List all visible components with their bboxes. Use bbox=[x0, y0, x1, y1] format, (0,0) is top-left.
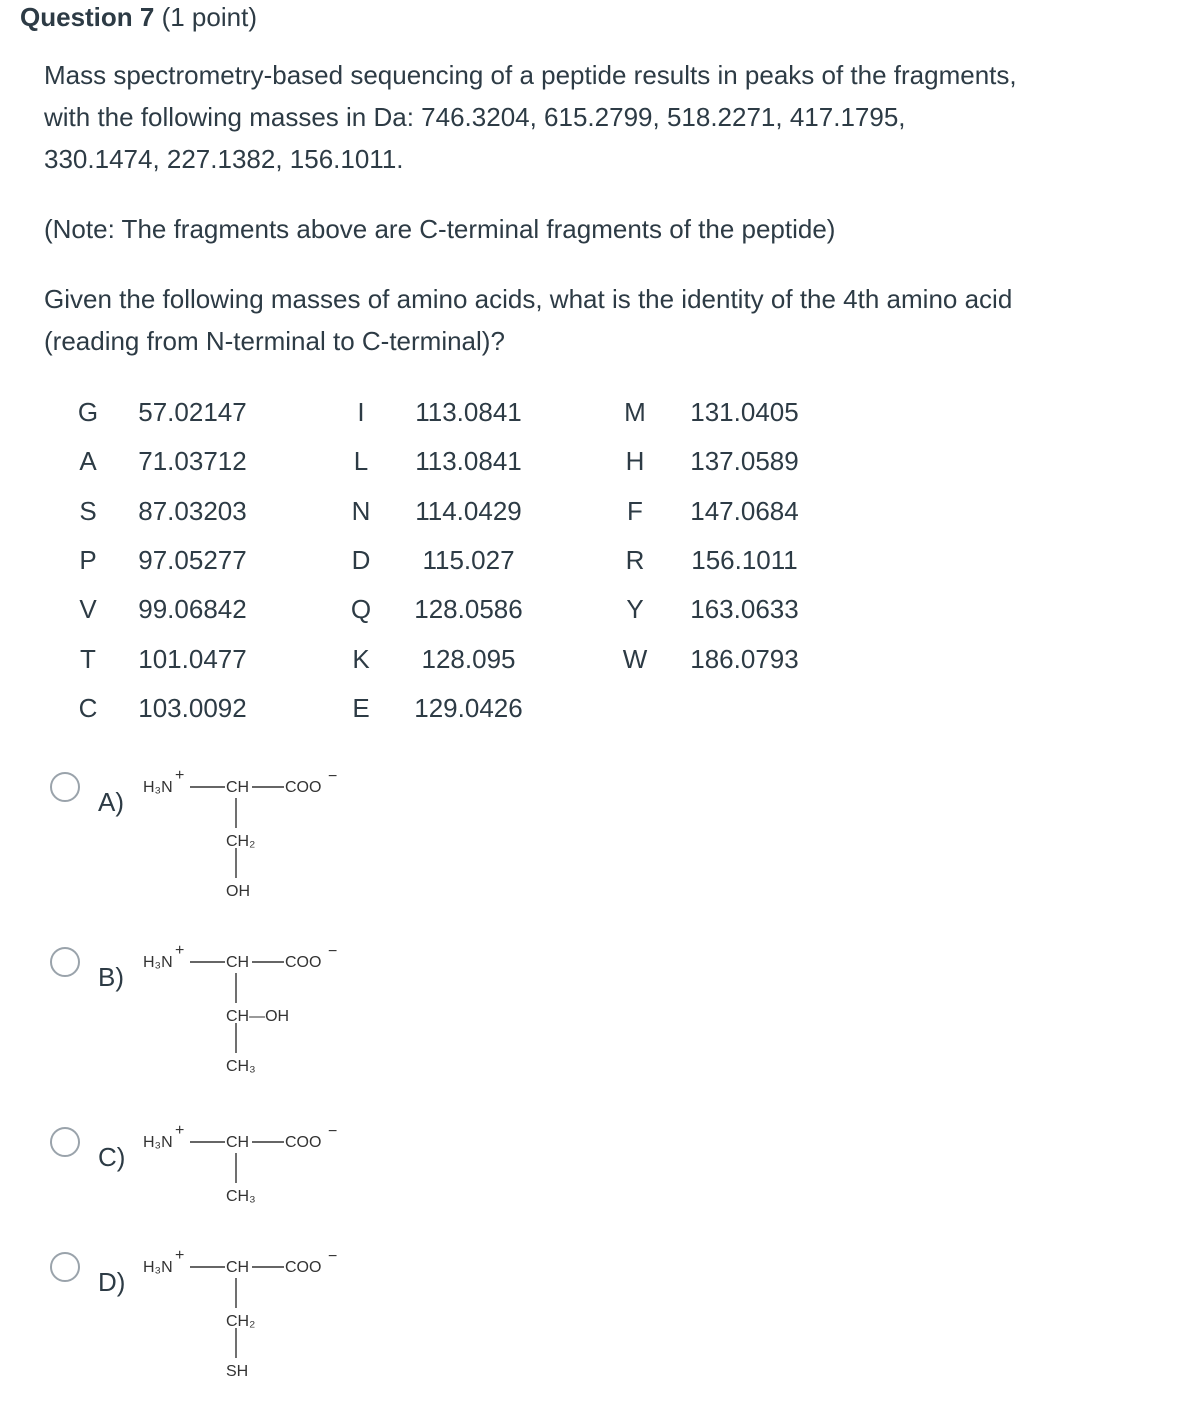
amino-acid-letter: W bbox=[622, 643, 648, 674]
answer-radio[interactable] bbox=[50, 1127, 80, 1157]
amino-acid-letter: S bbox=[79, 495, 97, 526]
negative-charge: − bbox=[328, 943, 338, 960]
positive-charge: + bbox=[175, 768, 185, 784]
amine-group: H₃N bbox=[143, 1134, 173, 1151]
amino-acid-structure bbox=[140, 768, 370, 918]
side-chain-group: CH₂ bbox=[226, 833, 256, 850]
amino-acid-letter: I bbox=[357, 397, 365, 427]
amino-acid-mass: 163.0633 bbox=[690, 594, 799, 625]
side-chain-group: CH—OH bbox=[226, 1008, 290, 1025]
negative-charge: − bbox=[328, 768, 338, 785]
answer-choice-label: A) bbox=[98, 787, 124, 817]
amino-acid-mass: 113.0841 bbox=[415, 446, 522, 477]
amino-acid-mass: 113.0841 bbox=[415, 397, 522, 427]
amino-acid-mass: 103.0092 bbox=[138, 692, 247, 723]
amino-acid-letter: H bbox=[625, 446, 645, 477]
positive-charge: + bbox=[175, 1248, 185, 1264]
amino-acid-letter: P bbox=[79, 544, 97, 575]
prompt-line: Mass spectrometry-based sequencing of a peptide results in peaks of the fragments, bbox=[44, 60, 1017, 90]
side-chain-group: CH₂ bbox=[226, 1313, 256, 1330]
alpha-carbon: CH bbox=[226, 954, 250, 971]
answer-choice-label: B) bbox=[98, 962, 124, 992]
question-title: Question 7 bbox=[20, 2, 155, 32]
amino-acid-structure bbox=[140, 943, 370, 1093]
ask-line: Given the following masses of amino acids, what is the identity of the 4th amino acid bbox=[44, 284, 1013, 314]
amino-acid-mass: 128.0586 bbox=[414, 594, 523, 625]
amino-acid-mass: 147.0684 bbox=[690, 495, 799, 526]
answer-choice-b[interactable] bbox=[0, 945, 600, 1105]
amine-group: H₃N bbox=[143, 1259, 173, 1276]
question-ask bbox=[44, 278, 1144, 362]
amino-acid-letter: Q bbox=[350, 594, 372, 625]
question-header bbox=[20, 0, 257, 34]
positive-charge: + bbox=[175, 1123, 185, 1139]
negative-charge: − bbox=[328, 1123, 338, 1140]
amino-acid-letter: T bbox=[80, 643, 96, 674]
side-chain-group: CH₃ bbox=[226, 1058, 256, 1075]
amino-acid-letter: G bbox=[77, 397, 99, 427]
amino-acid-mass: 97.05277 bbox=[138, 544, 247, 575]
positive-charge: + bbox=[175, 943, 185, 959]
alpha-carbon: CH bbox=[226, 1134, 250, 1151]
amino-acid-letter: M bbox=[624, 397, 646, 427]
answer-choice-a[interactable] bbox=[0, 770, 600, 930]
amino-acid-mass: 115.027 bbox=[422, 544, 515, 575]
amino-acid-mass: 87.03203 bbox=[138, 495, 247, 526]
negative-charge: − bbox=[328, 1248, 338, 1265]
alpha-carbon: CH bbox=[226, 779, 250, 796]
amino-acid-mass: 186.0793 bbox=[690, 643, 799, 674]
side-chain-group: CH₃ bbox=[226, 1188, 256, 1205]
amino-acid-structure bbox=[140, 1248, 370, 1398]
question-note: (Note: The fragments above are C-terminal fragments of the peptide) bbox=[44, 214, 836, 244]
answer-choice-d[interactable] bbox=[0, 1250, 600, 1410]
answer-radio[interactable] bbox=[50, 947, 80, 977]
amino-acid-letter: N bbox=[351, 495, 371, 526]
answer-choice-label: D) bbox=[98, 1267, 126, 1297]
amino-acid-mass: 99.06842 bbox=[138, 594, 247, 625]
prompt-line: with the following masses in Da: 746.3204, 615.2799, 518.2271, 417.1795, bbox=[44, 102, 906, 132]
amino-acid-mass: 71.03712 bbox=[138, 446, 247, 477]
amino-acid-letter: Y bbox=[626, 594, 644, 625]
alpha-carbon: CH bbox=[226, 1259, 250, 1276]
amino-acid-mass: 57.02147 bbox=[138, 397, 247, 427]
amino-acid-mass: 129.0426 bbox=[414, 692, 523, 723]
amino-acid-mass: 156.1011 bbox=[691, 544, 798, 575]
amino-acid-letter: K bbox=[352, 643, 370, 674]
amino-acid-mass: 114.0429 bbox=[415, 495, 522, 526]
carboxylate-group: COO bbox=[285, 1259, 322, 1276]
answer-radio[interactable] bbox=[50, 1252, 80, 1282]
side-chain-group: SH bbox=[226, 1363, 249, 1380]
amino-acid-letter: V bbox=[79, 594, 97, 625]
ask-line: (reading from N-terminal to C-terminal)? bbox=[44, 326, 505, 356]
amino-acid-letter: C bbox=[78, 692, 98, 723]
amino-acid-mass: 128.095 bbox=[421, 643, 516, 674]
amine-group: H₃N bbox=[143, 779, 173, 796]
amine-group: H₃N bbox=[143, 954, 173, 971]
amino-acid-letter: D bbox=[351, 544, 371, 575]
carboxylate-group: COO bbox=[285, 779, 322, 796]
amino-acid-mass: 101.0477 bbox=[138, 643, 247, 674]
carboxylate-group: COO bbox=[285, 1134, 322, 1151]
answer-radio[interactable] bbox=[50, 772, 80, 802]
answer-choice-label: C) bbox=[98, 1142, 126, 1172]
amino-acid-letter: R bbox=[625, 544, 645, 575]
amino-acid-letter: L bbox=[353, 446, 369, 477]
prompt-line: 330.1474, 227.1382, 156.1011. bbox=[44, 144, 404, 174]
question-prompt bbox=[44, 54, 1144, 180]
question-points: (1 point) bbox=[161, 2, 257, 32]
amino-acid-letter: E bbox=[352, 692, 370, 723]
carboxylate-group: COO bbox=[285, 954, 322, 971]
amino-acid-mass: 131.0405 bbox=[690, 397, 799, 427]
side-chain-group: OH bbox=[226, 883, 250, 900]
amino-acid-mass: 137.0589 bbox=[690, 446, 799, 477]
amino-acid-letter: F bbox=[627, 495, 643, 526]
amino-acid-letter: A bbox=[79, 446, 97, 477]
